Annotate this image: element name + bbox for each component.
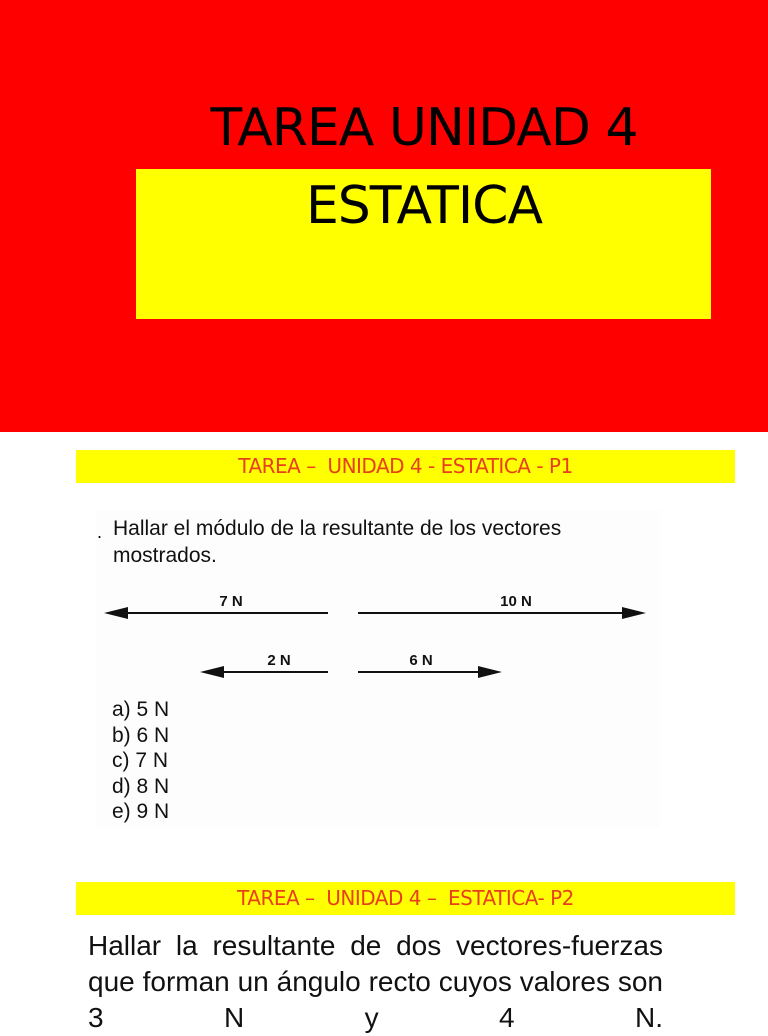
title-slide bbox=[0, 0, 768, 432]
vector-10n-label: 10 N bbox=[500, 593, 532, 610]
problem1-header: TAREA – UNIDAD 4 - ESTATICA - P1 bbox=[76, 450, 735, 483]
vector-6n bbox=[358, 652, 502, 678]
vector-2n-label: 2 N bbox=[267, 652, 291, 669]
vector-10n bbox=[358, 593, 646, 619]
option-a: a) 5 N bbox=[112, 698, 170, 721]
vector-7n-label: 7 N bbox=[219, 593, 243, 610]
problem2-header: TAREA – UNIDAD 4 – ESTATICA- P2 bbox=[76, 882, 735, 915]
option-d: d) 8 N bbox=[112, 774, 170, 798]
slide-title: TAREA UNIDAD 4 bbox=[210, 98, 638, 158]
vector-diagram bbox=[96, 585, 660, 695]
vector-7n bbox=[104, 593, 328, 619]
problem1-question: Hallar el módulo de la resultante de los vectores mostrados. bbox=[113, 517, 562, 567]
problem1-bullet: . bbox=[97, 522, 103, 542]
option-e: e) 9 N bbox=[112, 800, 170, 823]
answer-options bbox=[112, 697, 169, 825]
vector-2n bbox=[200, 652, 328, 678]
slide-subtitle: ESTATICA bbox=[305, 176, 543, 236]
problem2-question: Hallar la resultante de dos vectores-fuerzas que forman un ángulo recto cuyos valores son 3 N y 4 N. bbox=[88, 930, 663, 1033]
vector-6n-label: 6 N bbox=[409, 652, 433, 669]
option-b: b) 6 N bbox=[112, 723, 170, 747]
option-c: c) 7 N bbox=[112, 749, 169, 772]
